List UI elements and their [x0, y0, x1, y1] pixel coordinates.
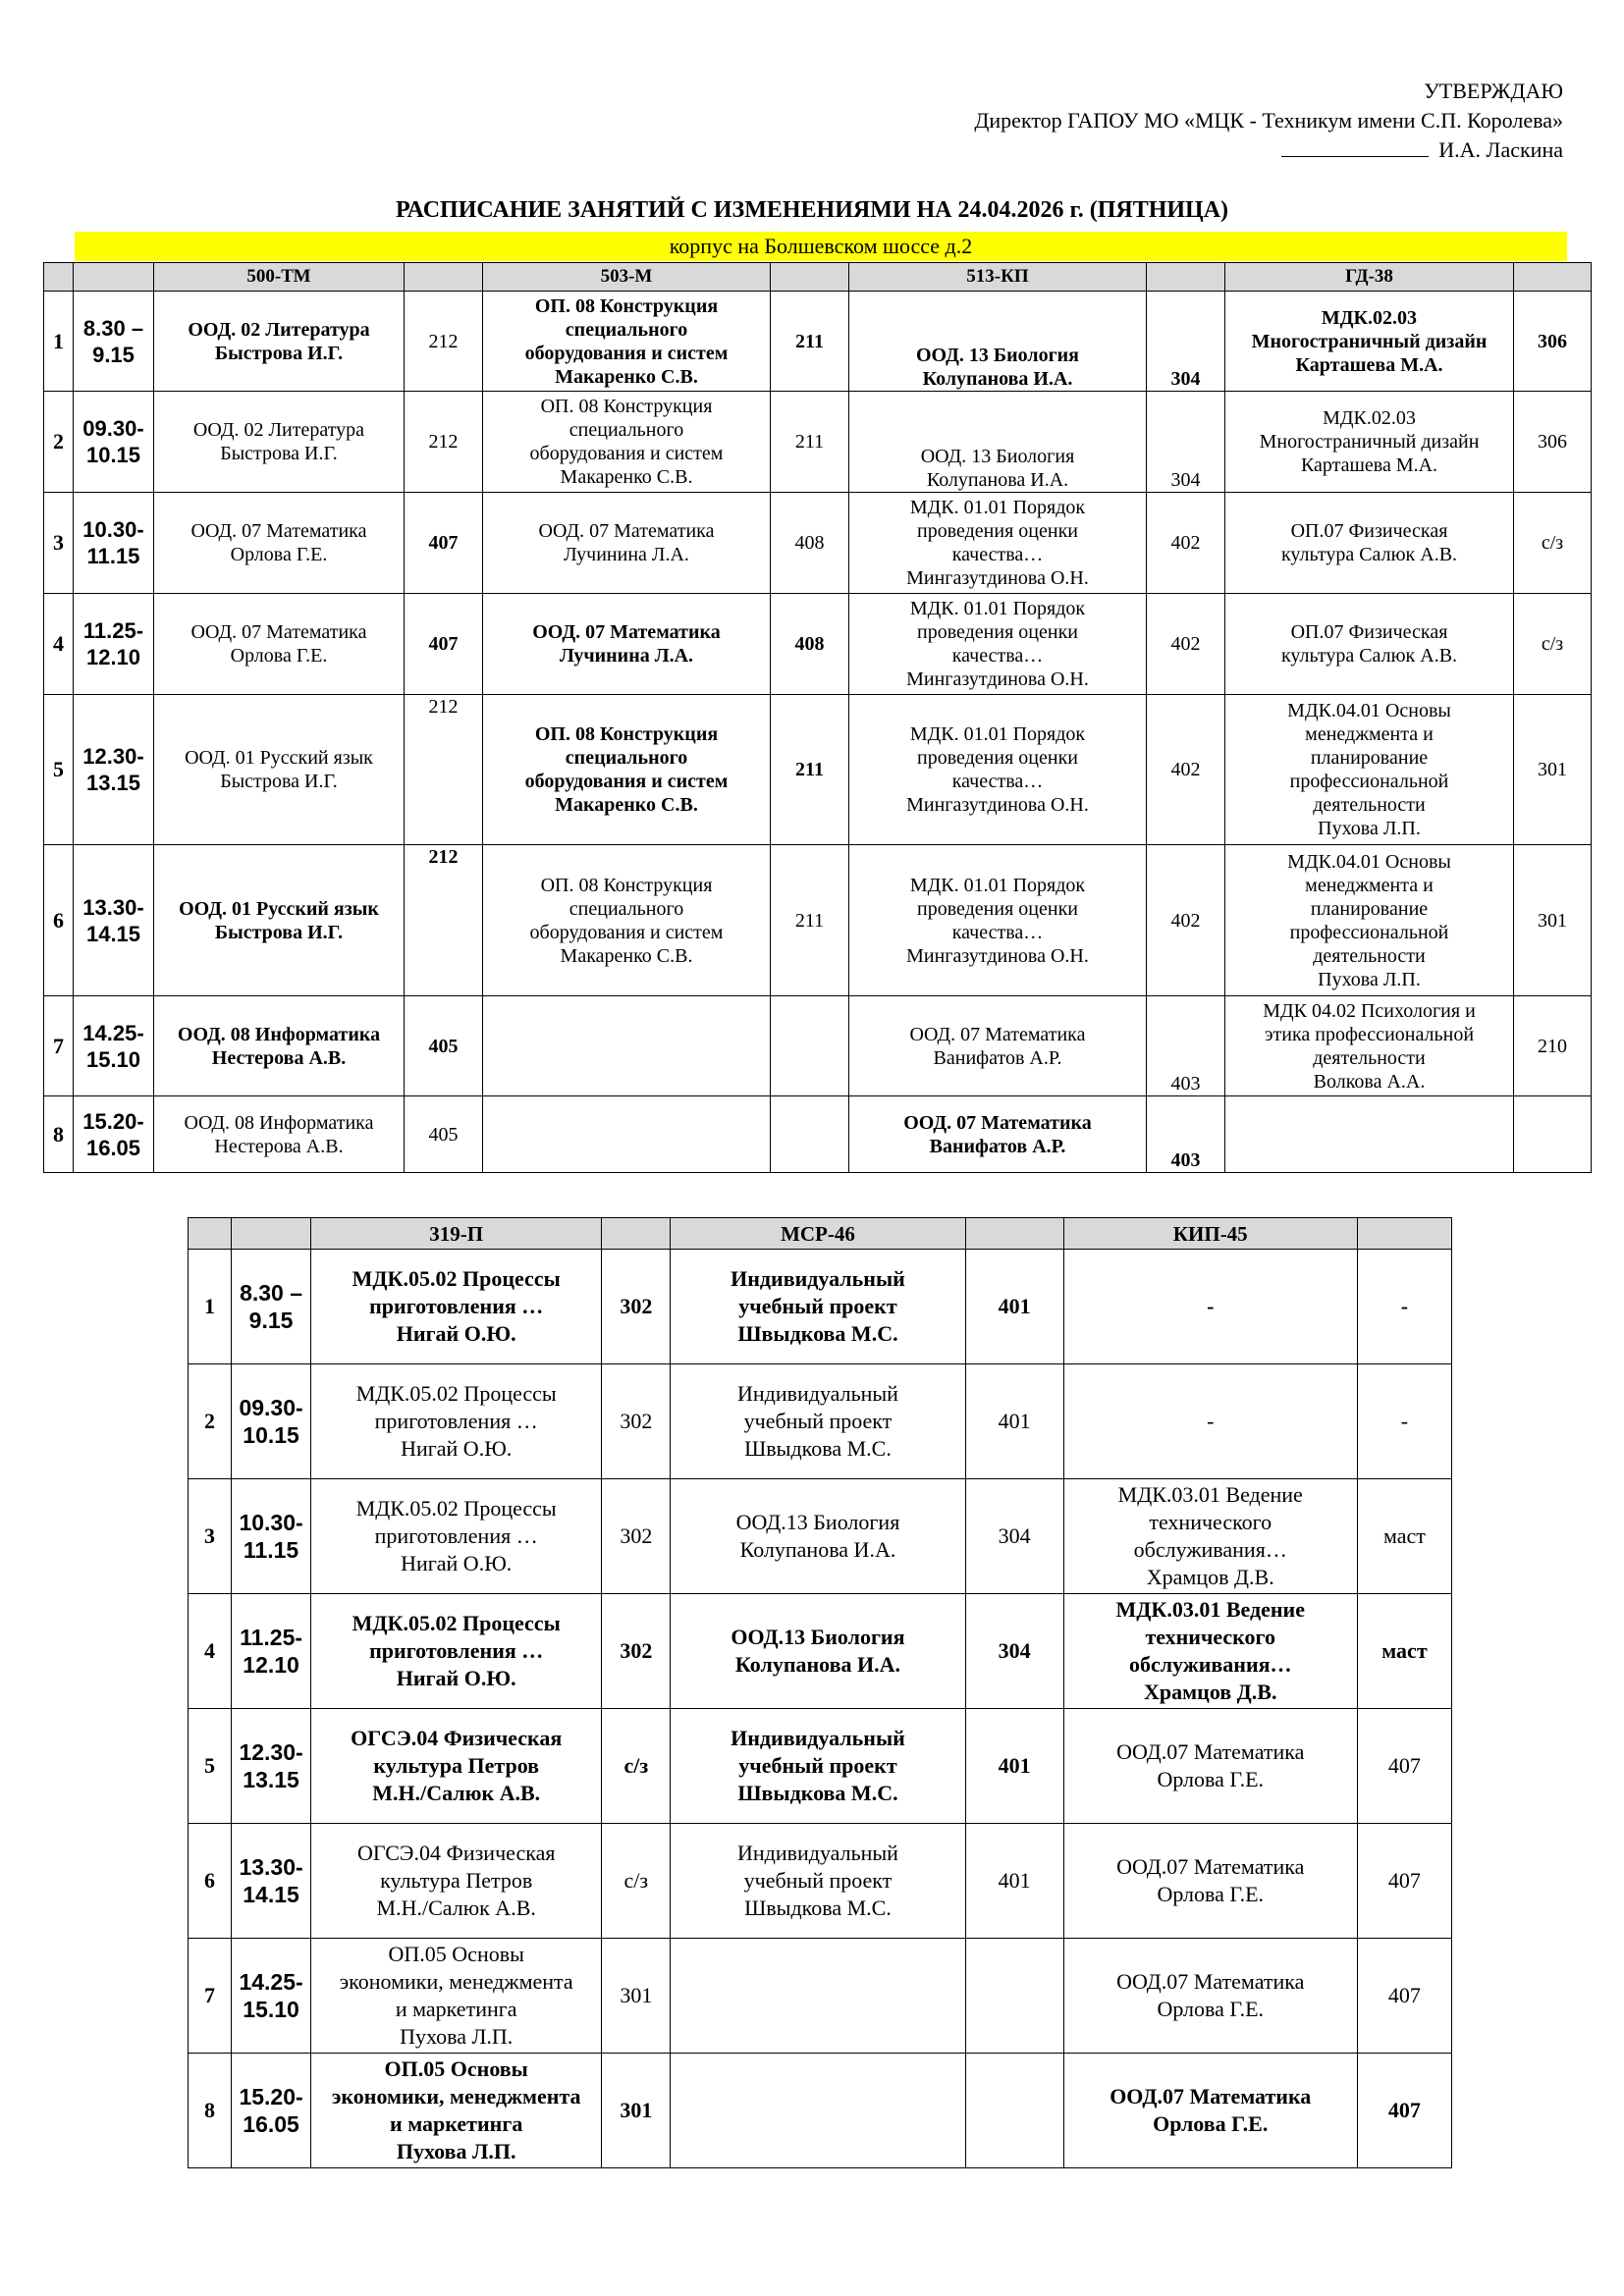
- room-cell: 407: [405, 493, 483, 594]
- header-num-blank: [44, 263, 74, 292]
- subject-cell: ОП. 08 Конструкция специального оборудования и систем Макаренко С.В.: [483, 292, 771, 392]
- lesson-time: 14.25- 15.10: [74, 996, 154, 1096]
- group-header: 500-ТМ: [154, 263, 405, 292]
- room-cell: 402: [1147, 493, 1225, 594]
- room-cell: 302: [602, 1364, 671, 1479]
- room-cell: 304: [965, 1479, 1063, 1594]
- room-cell: 401: [965, 1364, 1063, 1479]
- campus-subtitle: корпус на Болшевском шоссе д.2: [75, 232, 1567, 261]
- room-cell: 212: [405, 845, 483, 996]
- subject-cell: ООД.07 Математика Орлова Г.Е.: [1063, 1709, 1357, 1824]
- subject-cell: ООД.07 Математика Орлова Г.Е.: [1063, 2054, 1357, 2168]
- lesson-row: [44, 594, 1592, 695]
- subject-cell: МДК. 01.01 Порядок проведения оценки качества… Мингазутдинова О.Н.: [849, 845, 1147, 996]
- subject-cell: ООД. 07 Математика Орлова Г.Е.: [154, 594, 405, 695]
- room-cell: [965, 1939, 1063, 2054]
- group-header: 513-КП: [849, 263, 1147, 292]
- room-cell: 302: [602, 1594, 671, 1709]
- lesson-time: 8.30 – 9.15: [232, 1250, 311, 1364]
- subject-cell: ОП. 08 Конструкция специального оборудования и систем Макаренко С.В.: [483, 695, 771, 845]
- room-cell: [771, 1096, 849, 1173]
- lesson-row: [189, 1364, 1452, 1479]
- room-cell: [1514, 1096, 1592, 1173]
- subject-cell: МДК.05.02 Процессы приготовления … Нигай О.Ю.: [311, 1594, 602, 1709]
- room-header-blank: [1147, 263, 1225, 292]
- approval-signer: И.А. Ласкина: [1438, 137, 1563, 162]
- subject-cell: ООД. 07 Математика Орлова Г.Е.: [154, 493, 405, 594]
- lesson-time: 13.30- 14.15: [232, 1824, 311, 1939]
- subject-cell: [483, 996, 771, 1096]
- subject-cell: [483, 1096, 771, 1173]
- subject-cell: ООД. 13 Биология Колупанова И.А.: [849, 392, 1147, 493]
- room-cell: 401: [965, 1250, 1063, 1364]
- room-cell: 301: [1514, 695, 1592, 845]
- lesson-number: 6: [189, 1824, 232, 1939]
- room-header-blank: [1357, 1218, 1451, 1250]
- lesson-number: 7: [44, 996, 74, 1096]
- approval-block: [974, 77, 1563, 165]
- room-cell: 403: [1147, 996, 1225, 1096]
- subject-cell: Индивидуальный учебный проект Швыдкова М.С.: [671, 1250, 965, 1364]
- subject-cell: ООД.13 Биология Колупанова И.А.: [671, 1479, 965, 1594]
- room-cell: с/з: [602, 1824, 671, 1939]
- group-header: КИП-45: [1063, 1218, 1357, 1250]
- header-row: [44, 263, 1592, 292]
- lesson-number: 2: [44, 392, 74, 493]
- lesson-row: [189, 1709, 1452, 1824]
- lesson-row: [44, 292, 1592, 392]
- subject-cell: Индивидуальный учебный проект Швыдкова М.С.: [671, 1824, 965, 1939]
- lesson-number: 3: [189, 1479, 232, 1594]
- lesson-number: 7: [189, 1939, 232, 2054]
- lesson-time: 11.25- 12.10: [232, 1594, 311, 1709]
- lesson-time: 11.25- 12.10: [74, 594, 154, 695]
- lesson-time: 12.30- 13.15: [232, 1709, 311, 1824]
- room-cell: с/з: [1514, 493, 1592, 594]
- room-cell: 301: [1514, 845, 1592, 996]
- approval-signature: [974, 135, 1563, 165]
- header-time-blank: [232, 1218, 311, 1250]
- subject-cell: ОГСЭ.04 Физическая культура Петров М.Н./Салюк А.В.: [311, 1824, 602, 1939]
- lesson-row: [44, 392, 1592, 493]
- lesson-time: 13.30- 14.15: [74, 845, 154, 996]
- header-time-blank: [74, 263, 154, 292]
- lesson-number: 6: [44, 845, 74, 996]
- subject-cell: МДК.02.03 Многостраничный дизайн Карташева М.А.: [1225, 392, 1514, 493]
- lesson-number: 4: [189, 1594, 232, 1709]
- room-cell: 304: [1147, 292, 1225, 392]
- room-header-blank: [1514, 263, 1592, 292]
- subject-cell: ОП.05 Основы экономики, менеджмента и маркетинга Пухова Л.П.: [311, 1939, 602, 2054]
- subject-cell: ООД. 02 Литература Быстрова И.Г.: [154, 292, 405, 392]
- lesson-time: 15.20- 16.05: [232, 2054, 311, 2168]
- subject-cell: МДК.04.01 Основы менеджмента и планирование профессиональной деятельности Пухова Л.П.: [1225, 695, 1514, 845]
- room-cell: 403: [1147, 1096, 1225, 1173]
- room-cell: 210: [1514, 996, 1592, 1096]
- lesson-time: 8.30 – 9.15: [74, 292, 154, 392]
- lesson-number: 8: [44, 1096, 74, 1173]
- room-cell: 211: [771, 292, 849, 392]
- room-cell: 302: [602, 1479, 671, 1594]
- subject-cell: МДК.03.01 Ведение технического обслуживания… Храмцов Д.В.: [1063, 1594, 1357, 1709]
- header-num-blank: [189, 1218, 232, 1250]
- subject-cell: ООД. 08 Информатика Нестерова А.В.: [154, 1096, 405, 1173]
- lesson-number: 1: [44, 292, 74, 392]
- lesson-row: [44, 695, 1592, 845]
- subject-cell: МДК.04.01 Основы менеджмента и планирование профессиональной деятельности Пухова Л.П.: [1225, 845, 1514, 996]
- lesson-row: [189, 1939, 1452, 2054]
- subject-cell: Индивидуальный учебный проект Швыдкова М.С.: [671, 1709, 965, 1824]
- lesson-number: 1: [189, 1250, 232, 1364]
- subject-cell: ООД. 01 Русский язык Быстрова И.Г.: [154, 695, 405, 845]
- lesson-time: 09.30- 10.15: [74, 392, 154, 493]
- room-cell: 407: [405, 594, 483, 695]
- group-header: 319-П: [311, 1218, 602, 1250]
- signature-line: [1281, 136, 1429, 157]
- room-cell: -: [1357, 1250, 1451, 1364]
- approval-position: Директор ГАПОУ МО «МЦК - Техникум имени С.П. Королева»: [974, 108, 1563, 133]
- subject-cell: МДК 04.02 Психология и этика профессиональной деятельности Волкова А.А.: [1225, 996, 1514, 1096]
- subject-cell: ООД. 07 Математика Ванифатов А.Р.: [849, 1096, 1147, 1173]
- lesson-row: [44, 493, 1592, 594]
- room-header-blank: [405, 263, 483, 292]
- room-cell: 408: [771, 493, 849, 594]
- subject-cell: ООД. 07 Математика Лучинина Л.А.: [483, 493, 771, 594]
- subject-cell: МДК. 01.01 Порядок проведения оценки качества… Мингазутдинова О.Н.: [849, 493, 1147, 594]
- room-cell: 402: [1147, 594, 1225, 695]
- lesson-row: [189, 1824, 1452, 1939]
- lesson-row: [44, 845, 1592, 996]
- lesson-number: 4: [44, 594, 74, 695]
- subject-cell: ООД.07 Математика Орлова Г.Е.: [1063, 1824, 1357, 1939]
- room-cell: 306: [1514, 392, 1592, 493]
- room-cell: 401: [965, 1709, 1063, 1824]
- lesson-number: 8: [189, 2054, 232, 2168]
- subject-cell: -: [1063, 1250, 1357, 1364]
- lesson-time: 15.20- 16.05: [74, 1096, 154, 1173]
- subject-cell: МДК.02.03 Многостраничный дизайн Карташева М.А.: [1225, 292, 1514, 392]
- subject-cell: МДК.03.01 Ведение технического обслуживания… Храмцов Д.В.: [1063, 1479, 1357, 1594]
- lesson-row: [44, 1096, 1592, 1173]
- subject-cell: МДК. 01.01 Порядок проведения оценки качества… Мингазутдинова О.Н.: [849, 594, 1147, 695]
- group-header: ГД-38: [1225, 263, 1514, 292]
- subject-cell: -: [1063, 1364, 1357, 1479]
- subject-cell: ООД. 02 Литература Быстрова И.Г.: [154, 392, 405, 493]
- room-cell: 407: [1357, 1824, 1451, 1939]
- lesson-number: 2: [189, 1364, 232, 1479]
- lesson-time: 10.30- 11.15: [232, 1479, 311, 1594]
- room-cell: 304: [1147, 392, 1225, 493]
- room-cell: 407: [1357, 1709, 1451, 1824]
- schedule-table-2: [188, 1217, 1452, 2168]
- room-cell: 302: [602, 1250, 671, 1364]
- subject-cell: МДК.05.02 Процессы приготовления … Нигай О.Ю.: [311, 1250, 602, 1364]
- subject-cell: ООД.07 Математика Орлова Г.Е.: [1063, 1939, 1357, 2054]
- room-cell: 402: [1147, 845, 1225, 996]
- subject-cell: [671, 1939, 965, 2054]
- room-header-blank: [965, 1218, 1063, 1250]
- room-cell: [771, 996, 849, 1096]
- room-cell: с/з: [1514, 594, 1592, 695]
- group-header: 503-М: [483, 263, 771, 292]
- subject-cell: Индивидуальный учебный проект Швыдкова М.С.: [671, 1364, 965, 1479]
- header-row: [189, 1218, 1452, 1250]
- room-cell: 304: [965, 1594, 1063, 1709]
- room-header-blank: [771, 263, 849, 292]
- subject-cell: ООД. 01 Русский язык Быстрова И.Г.: [154, 845, 405, 996]
- room-header-blank: [602, 1218, 671, 1250]
- room-cell: 407: [1357, 1939, 1451, 2054]
- room-cell: 405: [405, 1096, 483, 1173]
- lesson-time: 12.30- 13.15: [74, 695, 154, 845]
- room-cell: 211: [771, 845, 849, 996]
- lesson-row: [189, 1250, 1452, 1364]
- subject-cell: ОП.07 Физическая культура Салюк А.В.: [1225, 493, 1514, 594]
- room-cell: 301: [602, 2054, 671, 2168]
- room-cell: 211: [771, 392, 849, 493]
- subject-cell: ООД. 07 Математика Ванифатов А.Р.: [849, 996, 1147, 1096]
- room-cell: 408: [771, 594, 849, 695]
- room-cell: 402: [1147, 695, 1225, 845]
- room-cell: 407: [1357, 2054, 1451, 2168]
- lesson-time: 09.30- 10.15: [232, 1364, 311, 1479]
- subject-cell: ООД.13 Биология Колупанова И.А.: [671, 1594, 965, 1709]
- subject-cell: [671, 2054, 965, 2168]
- room-cell: 212: [405, 392, 483, 493]
- subject-cell: МДК.05.02 Процессы приготовления … Нигай О.Ю.: [311, 1364, 602, 1479]
- lesson-time: 10.30- 11.15: [74, 493, 154, 594]
- room-cell: маст: [1357, 1594, 1451, 1709]
- subject-cell: ООД. 13 Биология Колупанова И.А.: [849, 292, 1147, 392]
- room-cell: 211: [771, 695, 849, 845]
- room-cell: маст: [1357, 1479, 1451, 1594]
- room-cell: [965, 2054, 1063, 2168]
- subject-cell: ОП.07 Физическая культура Салюк А.В.: [1225, 594, 1514, 695]
- lesson-row: [189, 1479, 1452, 1594]
- approval-title: УТВЕРЖДАЮ: [1424, 79, 1563, 103]
- lesson-row: [189, 2054, 1452, 2168]
- lesson-time: 14.25- 15.10: [232, 1939, 311, 2054]
- subject-cell: МДК.05.02 Процессы приготовления … Нигай О.Ю.: [311, 1479, 602, 1594]
- room-cell: -: [1357, 1364, 1451, 1479]
- group-header: МСР-46: [671, 1218, 965, 1250]
- lesson-number: 5: [44, 695, 74, 845]
- room-cell: 301: [602, 1939, 671, 2054]
- subject-cell: ОГСЭ.04 Физическая культура Петров М.Н./Салюк А.В.: [311, 1709, 602, 1824]
- subject-cell: ОП. 08 Конструкция специального оборудования и систем Макаренко С.В.: [483, 845, 771, 996]
- subject-cell: ООД. 07 Математика Лучинина Л.А.: [483, 594, 771, 695]
- subject-cell: ООД. 08 Информатика Нестерова А.В.: [154, 996, 405, 1096]
- lesson-number: 5: [189, 1709, 232, 1824]
- lesson-number: 3: [44, 493, 74, 594]
- subject-cell: [1225, 1096, 1514, 1173]
- room-cell: 212: [405, 292, 483, 392]
- subject-cell: ОП.05 Основы экономики, менеджмента и маркетинга Пухова Л.П.: [311, 2054, 602, 2168]
- room-cell: 405: [405, 996, 483, 1096]
- lesson-row: [189, 1594, 1452, 1709]
- room-cell: 212: [405, 695, 483, 845]
- lesson-row: [44, 996, 1592, 1096]
- room-cell: 306: [1514, 292, 1592, 392]
- room-cell: 401: [965, 1824, 1063, 1939]
- schedule-table-1: [43, 262, 1592, 1173]
- room-cell: с/з: [602, 1709, 671, 1824]
- page-title: РАСПИСАНИЕ ЗАНЯТИЙ С ИЗМЕНЕНИЯМИ НА 24.04.2026 г. (ПЯТНИЦА): [395, 197, 1229, 223]
- subject-cell: ОП. 08 Конструкция специального оборудования и систем Макаренко С.В.: [483, 392, 771, 493]
- subject-cell: МДК. 01.01 Порядок проведения оценки качества… Мингазутдинова О.Н.: [849, 695, 1147, 845]
